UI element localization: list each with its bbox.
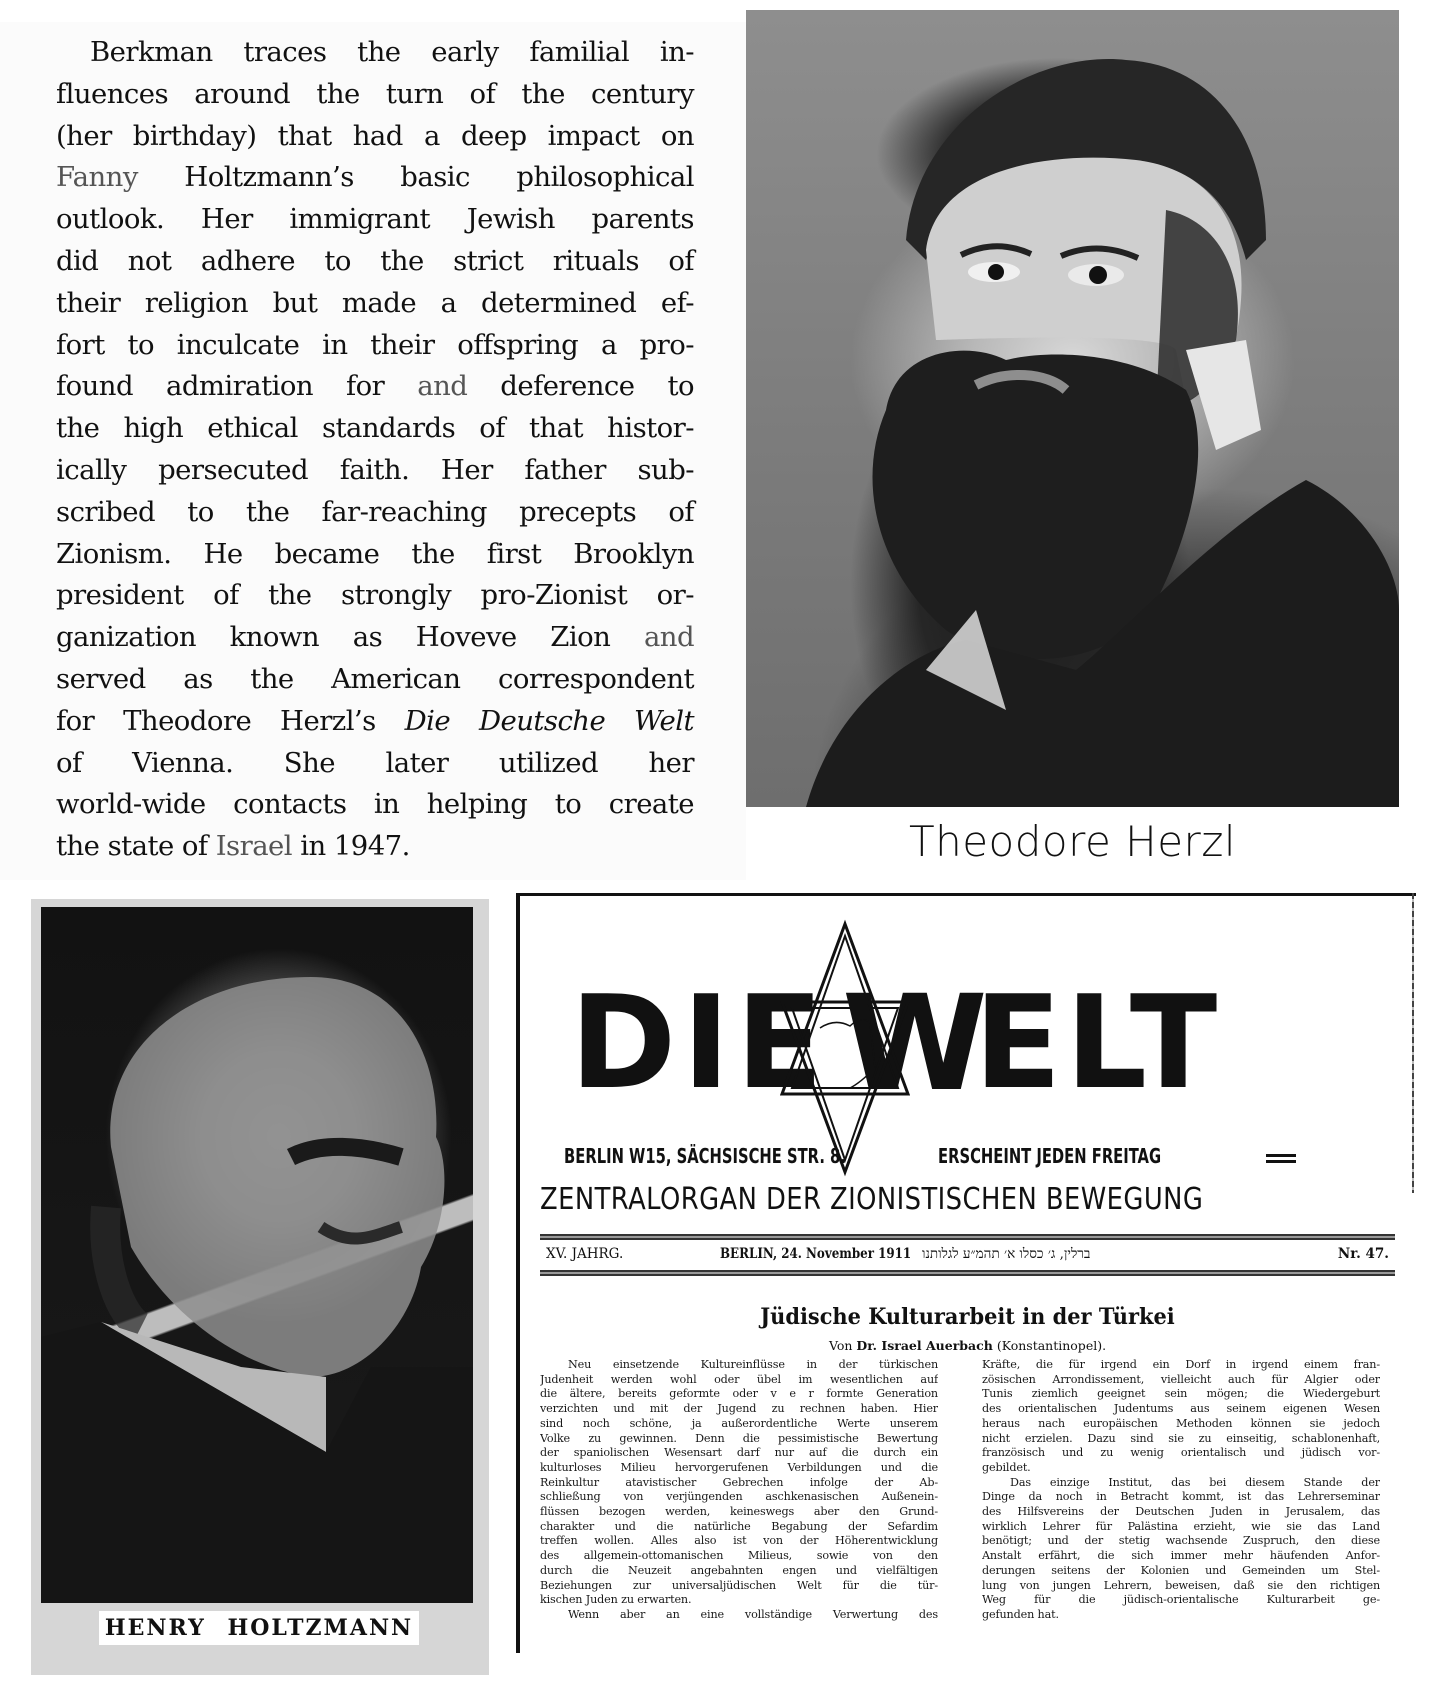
issue-number: Nr. 47.	[1337, 1246, 1389, 1262]
book-excerpt-panel	[0, 22, 746, 880]
article-line: Weg für die jüdisch-orientalische Kulturarbeit ge-	[982, 1593, 1380, 1607]
excerpt-text: found admiration for	[56, 370, 418, 403]
article-line: lung von jungen Lehrern, beweisen, daß sie den richtigen	[982, 1578, 1380, 1592]
excerpt-line: outlook. Her immigrant Jewish parents	[56, 203, 694, 236]
article-line: flüssen bezogen werden, keineswegs aber den Grund-	[540, 1505, 938, 1519]
article-title: Jüdische Kulturarbeit in der Türkei	[760, 1304, 1175, 1330]
excerpt-line	[56, 826, 694, 868]
excerpt-line: fort to inculcate in their offspring a pro-	[56, 328, 694, 361]
excerpt-line: scribed to the far-reaching precepts of	[56, 495, 694, 528]
excerpt-line: (her birthday) that had a deep impact on	[56, 119, 694, 152]
issue-date: BERLIN, 24. November 1911	[720, 1246, 912, 1262]
publication-schedule: ERSCHEINT JEDEN FREITAG	[938, 1144, 1162, 1168]
article-line: Neu einsetzende Kultureinflüsse in der türkischen	[568, 1358, 938, 1371]
henry-caption: HENRY HOLTZMANN	[99, 1611, 419, 1645]
article-line: sind noch schöne, ja außerordentliche Werte unserem	[540, 1416, 938, 1430]
page-edge-rule	[1412, 893, 1414, 1193]
excerpt-line	[56, 701, 694, 743]
excerpt-paragraph	[56, 32, 694, 868]
article-line: benötigt; und der stetig wachsende Zuspruch, den diese	[982, 1534, 1380, 1548]
article-line: gefunden hat.	[982, 1607, 1059, 1621]
article-line: des orientalischen Judentums aus seinem eigenen Wesen	[982, 1402, 1380, 1416]
article-line: Anstalt erfährt, die sich immer mehr häufenden Anfor-	[982, 1549, 1380, 1563]
article-line: Beziehungen zur universaljüdischen Welt für die tür-	[540, 1578, 938, 1592]
masthead-title	[560, 967, 1400, 1121]
excerpt-text: deference to	[467, 370, 694, 403]
excerpt-line: president of the strongly pro-Zionist or-	[56, 579, 694, 612]
excerpt-line	[56, 157, 694, 199]
article-line: kulturloses Milieu hervorgerufenen Verbildungen und die	[540, 1460, 938, 1474]
article-line: des Hilfsvereins der Deutschen Juden in Jerusalem, das	[982, 1505, 1380, 1519]
article-line: Judenheit werden wohl oder übel im wesentlichen auf	[540, 1372, 938, 1386]
excerpt-line: ically persecuted faith. Her father sub-	[56, 453, 694, 486]
article-line: heraus nach europäischen Methoden können sie jedoch	[982, 1416, 1380, 1430]
excerpt-line: fluences around the turn of the century	[56, 77, 694, 110]
article-line: verzichten und mit der Jugend zu rechnen haben. Hier	[540, 1402, 938, 1416]
portrait-silhouette-icon	[746, 10, 1399, 807]
excerpt-line: Zionism. He became the first Brooklyn	[56, 537, 694, 570]
excerpt-text: the state of	[56, 830, 216, 863]
article-line: zösischen Arrondissement, vielleicht auch für Algier oder	[982, 1372, 1380, 1386]
double-rule-ornament	[1266, 1154, 1296, 1163]
article-line: gebildet.	[982, 1460, 1031, 1474]
issue-info-row	[540, 1246, 1395, 1268]
masthead-die: DIE	[570, 969, 830, 1118]
excerpt-highlight: and	[643, 621, 694, 654]
byline-suffix: (Konstantinopel).	[992, 1338, 1107, 1353]
byline-author: Dr. Israel Auerbach	[856, 1338, 993, 1353]
article-column-right	[982, 1358, 1380, 1623]
excerpt-line: world-wide contacts in helping to create	[56, 788, 694, 821]
issue-hebrew-date: ברלין, ג׳ כסלו א׳ תהמ״ע לגלותנו	[922, 1246, 1091, 1262]
article-line: des allgemein-ottomanischen Milieus, sowie von den	[540, 1549, 938, 1563]
excerpt-line: the high ethical standards of that histor-	[56, 412, 694, 445]
excerpt-highlight: Fanny	[56, 161, 138, 194]
herzl-portrait-photo	[746, 10, 1399, 807]
die-welt-front-page	[516, 893, 1416, 1653]
excerpt-line: their religion but made a determined ef-	[56, 286, 694, 319]
excerpt-text: in 1947.	[292, 830, 410, 863]
excerpt-line	[56, 366, 694, 408]
excerpt-line: of Vienna. She later utilized her	[56, 746, 694, 779]
rule-divider	[540, 1234, 1395, 1240]
article-line: Tunis ziemlich geeignet sein mögen; die Wiedergeburt	[982, 1387, 1380, 1401]
article-byline	[520, 1338, 1415, 1353]
article-line: Wenn aber an eine vollständige Verwertung des	[568, 1607, 938, 1621]
rule-divider	[540, 1270, 1395, 1276]
article-line: Volke zu gewinnen. Denn die pessimistische Bewertung	[540, 1431, 938, 1445]
article-line: Reinkultur atavistischer Gebrechen infolge der Ab-	[540, 1475, 938, 1489]
henry-holtzmann-clipping	[31, 899, 489, 1675]
masthead-subtitle: ZENTRALORGAN DER ZIONISTISCHEN BEWEGUNG	[540, 1182, 1204, 1217]
publisher-address: BERLIN W15, SÄCHSISCHE STR. 8.	[564, 1144, 846, 1168]
article-line: nicht erzielen. Dazu sind sie zu einseitig, schablonenhaft,	[982, 1431, 1380, 1445]
excerpt-highlight: and	[417, 370, 468, 403]
article-line: durch die Neuzeit angebahnten engen und vielfältigen	[540, 1563, 938, 1577]
herzl-caption: Theodore Herzl	[908, 817, 1237, 866]
article-line: Kräfte, die für irgend ein Dorf in irgend einem fran-	[982, 1358, 1380, 1371]
excerpt-line: did not adhere to the strict rituals of	[56, 244, 694, 277]
excerpt-line	[56, 617, 694, 659]
excerpt-line: Berkman traces the early familial in-	[90, 36, 694, 68]
article-line: französisch und zu wenig orientalisch und jüdisch vor-	[982, 1446, 1380, 1460]
byline-prefix: Von	[828, 1338, 857, 1353]
article-line: derungen seitens der Kolonien und Gemeinden um Stel-	[982, 1563, 1380, 1577]
excerpt-text: for Theodore Herzl’s	[56, 704, 405, 737]
excerpt-highlight: Israel	[215, 830, 293, 863]
article-line: wirklich Lehrer für Palästina erzieht, wie sie das Land	[982, 1519, 1380, 1533]
article-line: Dinge da noch in Betracht kommt, ist das Lehrerseminar	[982, 1490, 1380, 1504]
issue-year: XV. JAHRG.	[546, 1246, 624, 1262]
article-line: schließung von verjüngenden aschkenasischen Außenein-	[540, 1490, 938, 1504]
star-of-david-icon	[780, 918, 910, 1178]
masthead-w: W	[842, 967, 988, 1121]
excerpt-text: Holtzmann’s basic philosophical	[137, 161, 694, 194]
article-line: charakter und die natürliche Begabung der Sefardim	[540, 1519, 938, 1533]
publication-title: Die Deutsche Welt	[404, 704, 695, 737]
article-line: der spaniolischen Wesensart darf nur auf die durch ein	[540, 1446, 938, 1460]
article-column-left	[540, 1358, 938, 1623]
article-line: treffen wollen. Alles also ist von der Höherentwicklung	[540, 1534, 938, 1548]
article-line: Das einzige Institut, das bei diesem Stande der	[1010, 1475, 1380, 1489]
portrait-silhouette-icon	[41, 907, 473, 1603]
excerpt-line: served as the American correspondent	[56, 662, 694, 695]
article-line: kischen Juden zu erwarten.	[540, 1593, 692, 1607]
excerpt-text: ganization known as Hoveve Zion	[56, 621, 644, 654]
henry-portrait-photo	[41, 907, 473, 1603]
article-line: die ältere, bereits geformte oder v e r formte Generation	[540, 1387, 938, 1401]
masthead-elt: ELT	[974, 969, 1222, 1118]
